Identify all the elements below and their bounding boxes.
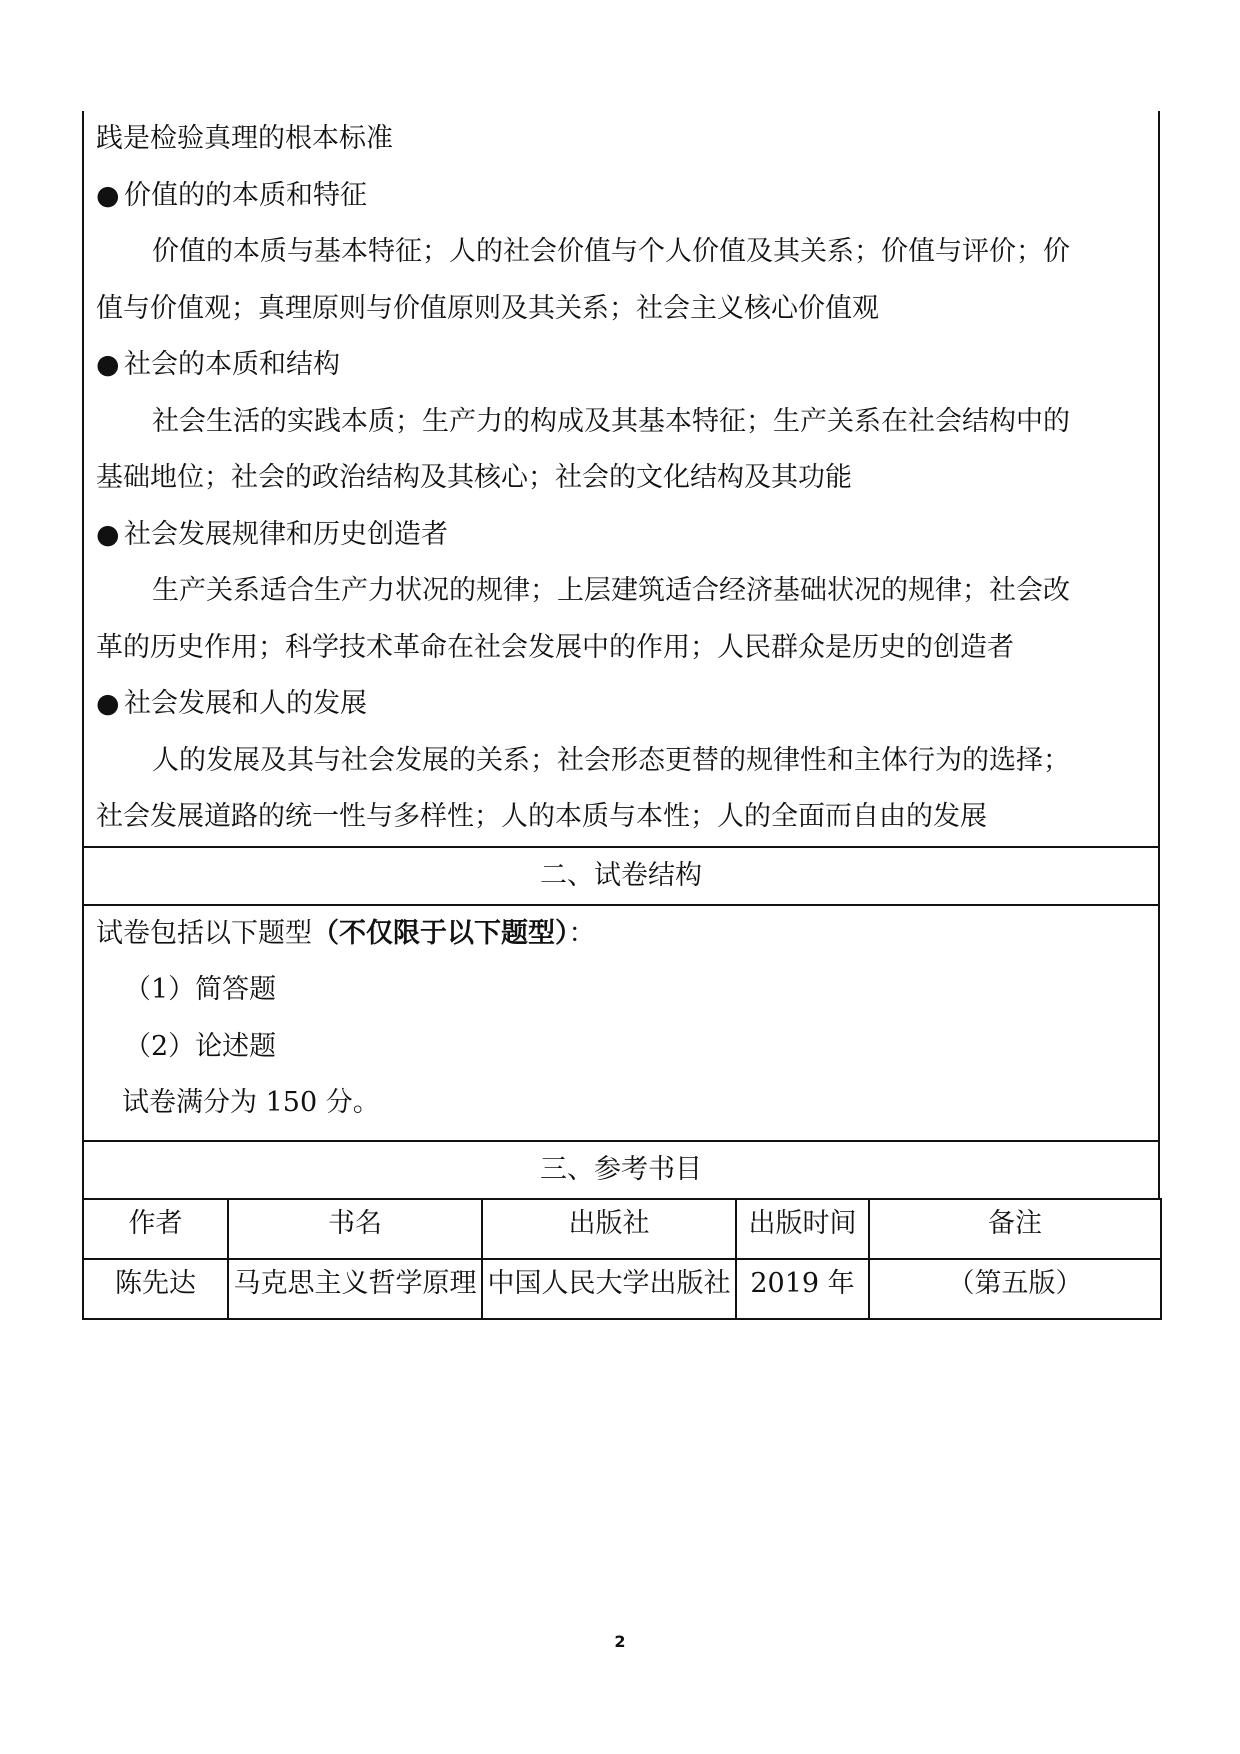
header-author: 作者 <box>83 1199 228 1259</box>
text-line: 社会生活的实践本质；生产力的构成及其基本特征；生产关系在社会结构中的 <box>152 405 1070 437</box>
intro-end: ： <box>568 917 596 949</box>
cell-author: 陈先达 <box>83 1259 228 1319</box>
table-row <box>83 1259 1161 1319</box>
exam-structure-content <box>82 904 1160 1140</box>
total-score: 试卷满分为 150 分。 <box>122 1087 380 1118</box>
document-table <box>82 111 1160 1320</box>
text-line: 价值的本质与基本特征；人的社会价值与个人价值及其关系；价值与评价；价 <box>152 236 1070 267</box>
topic-heading <box>96 507 1148 564</box>
section-title-references: 三、参考书目 <box>82 1140 1160 1198</box>
topic-heading-text: 社会发展规律和历史创造者 <box>124 518 448 550</box>
topic-heading-text: 价值的的本质和特征 <box>124 179 367 211</box>
header-publish-date: 出版时间 <box>736 1199 869 1259</box>
cell-remarks: （第五版） <box>869 1259 1161 1319</box>
exam-structure-intro <box>96 906 1148 963</box>
topic-heading <box>96 676 1148 733</box>
bullet-icon: ● <box>96 688 120 719</box>
cell-publisher: 中国人民大学出版社 <box>482 1259 736 1319</box>
bullet-icon: ● <box>96 179 120 211</box>
reference-books-table <box>82 1198 1162 1320</box>
outline-content <box>82 111 1160 846</box>
text-line: 践是检验真理的根本标准 <box>96 123 393 154</box>
topic-heading-text: 社会发展和人的发展 <box>124 688 367 719</box>
table-header-row <box>83 1199 1161 1259</box>
intro-bold-text: （不仅限于以下题型） <box>312 917 569 949</box>
question-type-item: （1）简答题 <box>124 974 277 1005</box>
section-title-exam-structure: 二、试卷结构 <box>82 846 1160 904</box>
text-line: 社会发展道路的统一性与多样性；人的本质与本性；人的全面而自由的发展 <box>96 801 987 832</box>
text-line: 革的历史作用；科学技术革命在社会发展中的作用；人民群众是历史的创造者 <box>96 631 1014 663</box>
topic-heading <box>96 337 1148 394</box>
header-book-title: 书名 <box>228 1199 482 1259</box>
topic-heading <box>96 168 1148 225</box>
topic-heading-text: 社会的本质和结构 <box>124 349 340 380</box>
bullet-icon: ● <box>96 349 120 380</box>
intro-text: 试卷包括以下题型 <box>96 917 312 949</box>
cell-publish-date: 2019 年 <box>736 1259 869 1319</box>
question-type-item: （2）论述题 <box>124 1030 277 1062</box>
page-number: 2 <box>614 1632 626 1651</box>
text-line: 生产关系适合生产力状况的规律；上层建筑适合经济基础状况的规律；社会改 <box>152 575 1070 606</box>
header-remarks: 备注 <box>869 1199 1161 1259</box>
text-line: 人的发展及其与社会发展的关系；社会形态更替的规律性和主体行为的选择； <box>152 744 1070 776</box>
text-line: 值与价值观；真理原则与价值原则及其关系；社会主义核心价值观 <box>96 292 879 324</box>
text-line: 基础地位；社会的政治结构及其核心；社会的文化结构及其功能 <box>96 462 852 493</box>
header-publisher: 出版社 <box>482 1199 736 1259</box>
cell-book-title: 马克思主义哲学原理 <box>228 1259 482 1319</box>
bullet-icon: ● <box>96 518 120 550</box>
